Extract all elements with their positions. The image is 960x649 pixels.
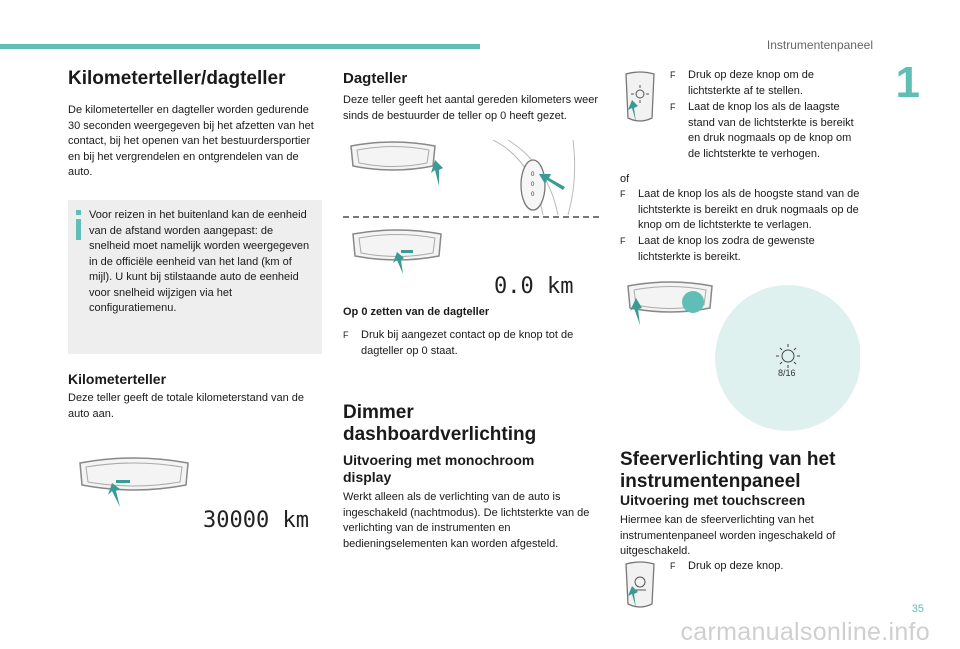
bullet-marker: F <box>670 102 676 112</box>
trip-value: 0.0 km <box>494 274 574 299</box>
bullet-marker: F <box>620 236 626 246</box>
header-accent-bar <box>0 44 480 49</box>
brightness-level: 8/16 <box>778 368 796 378</box>
odometer-title: Kilometerteller/dagteller <box>68 68 286 89</box>
trip-reset-title: Op 0 zetten van de dagteller <box>343 306 490 318</box>
odometer-illustration <box>74 455 194 515</box>
odometer-value: 30000 km <box>203 508 309 533</box>
touchscreen-bullet <box>670 559 860 575</box>
touchscreen-title: Uitvoering met touchscreen <box>620 492 806 508</box>
trip-title: Dagteller <box>343 70 408 87</box>
trip-display-illustration <box>349 228 449 281</box>
odometer-intro: De kilometerteller en dagteller worden gedurende 30 seconden weergegeven bij het afzetten van het contact, bij het openen van het bestuurdersportier en bij het vergrendelen en ontgrendelen van de auto. <box>68 104 314 178</box>
ambient-title: Sfeerverlichting van het instrumentenpaneel <box>620 449 836 492</box>
trip-reset-bullet <box>343 328 599 359</box>
bullet-marker: F <box>620 189 626 199</box>
separator-line <box>343 216 599 218</box>
touchscreen-text: Hiermee kan de sfeerverlichting van het instrumentenpaneel worden ingeschakeld of uitgeschakeld. <box>620 514 836 557</box>
trip-reset-illustration <box>343 140 599 220</box>
monochrome-text: Werkt alleen als de verlichting van de auto is ingeschakeld (nachtmodus). De lichtsterkte van de verlichting van de instrumenten en bedieningselementen kan worden afgesteld. <box>343 491 590 550</box>
dimmer-bullet-1 <box>670 68 860 99</box>
dimmer-button-illustration <box>620 70 660 130</box>
bullet-text: Laat de knop los als de hoogste stand van de lichtsterkte is bereikt en druk nogmaals op de knop om de lichtsterkte te verlagen. <box>638 188 860 231</box>
bullet-marker: F <box>670 70 676 80</box>
dimmer-bullet-3 <box>620 187 866 234</box>
chapter-number: 1 <box>895 58 920 107</box>
dimmer-bullet-4 <box>620 234 866 265</box>
monochrome-title: Uitvoering met monochroom display <box>343 452 535 485</box>
or-text: of <box>620 173 630 185</box>
odometer-subtitle: Kilometerteller <box>68 371 167 387</box>
ambient-button-illustration <box>620 560 660 615</box>
odometer-text: Deze teller geeft de totale kilometerstand van de auto aan. <box>68 392 305 420</box>
svg-text:0: 0 <box>531 192 535 198</box>
page-number: 35 <box>911 603 924 615</box>
bullet-text: Druk op deze knop. <box>688 560 784 572</box>
dimmer-bullet-2 <box>670 100 860 162</box>
bullet-text: Laat de knop los als de laagste stand van de lichtsterkte is bereikt en druk nogmaals op de knop om de lichtsterkte te verhogen. <box>688 101 854 160</box>
watermark: carmanualsonline.info <box>680 618 930 646</box>
svg-text:0: 0 <box>531 182 535 188</box>
bullet-text: Druk op deze knop om de lichtsterkte af te stellen. <box>688 69 814 97</box>
info-icon <box>76 210 81 240</box>
trip-text: Deze teller geeft het aantal gereden kilometers weer sinds de bestuurder de teller op 0 heeft gezet. <box>343 94 598 122</box>
bullet-text: Laat de knop los zodra de gewenste lichtsterkte is bereikt. <box>638 235 815 263</box>
info-text: Voor reizen in het buitenland kan de eenheid van de afstand worden aangepast: de snelheid moet namelijk worden weergegeven in de officiële eenheid van het land (km of mijl). U kunt bij stilstaande auto de eenheid voor snelheid wijzigen via het configuratiemenu. <box>89 209 310 314</box>
bullet-text: Druk bij aangezet contact op de knop tot de dagteller op 0 staat. <box>361 329 574 357</box>
bullet-marker: F <box>670 561 676 571</box>
svg-text:0: 0 <box>531 172 535 178</box>
brightness-illustration <box>620 280 860 445</box>
bullet-marker: F <box>343 330 349 340</box>
dimmer-title: Dimmer dashboardverlichting <box>343 402 537 445</box>
info-box <box>68 200 322 354</box>
section-header: Instrumentenpaneel <box>766 38 873 52</box>
